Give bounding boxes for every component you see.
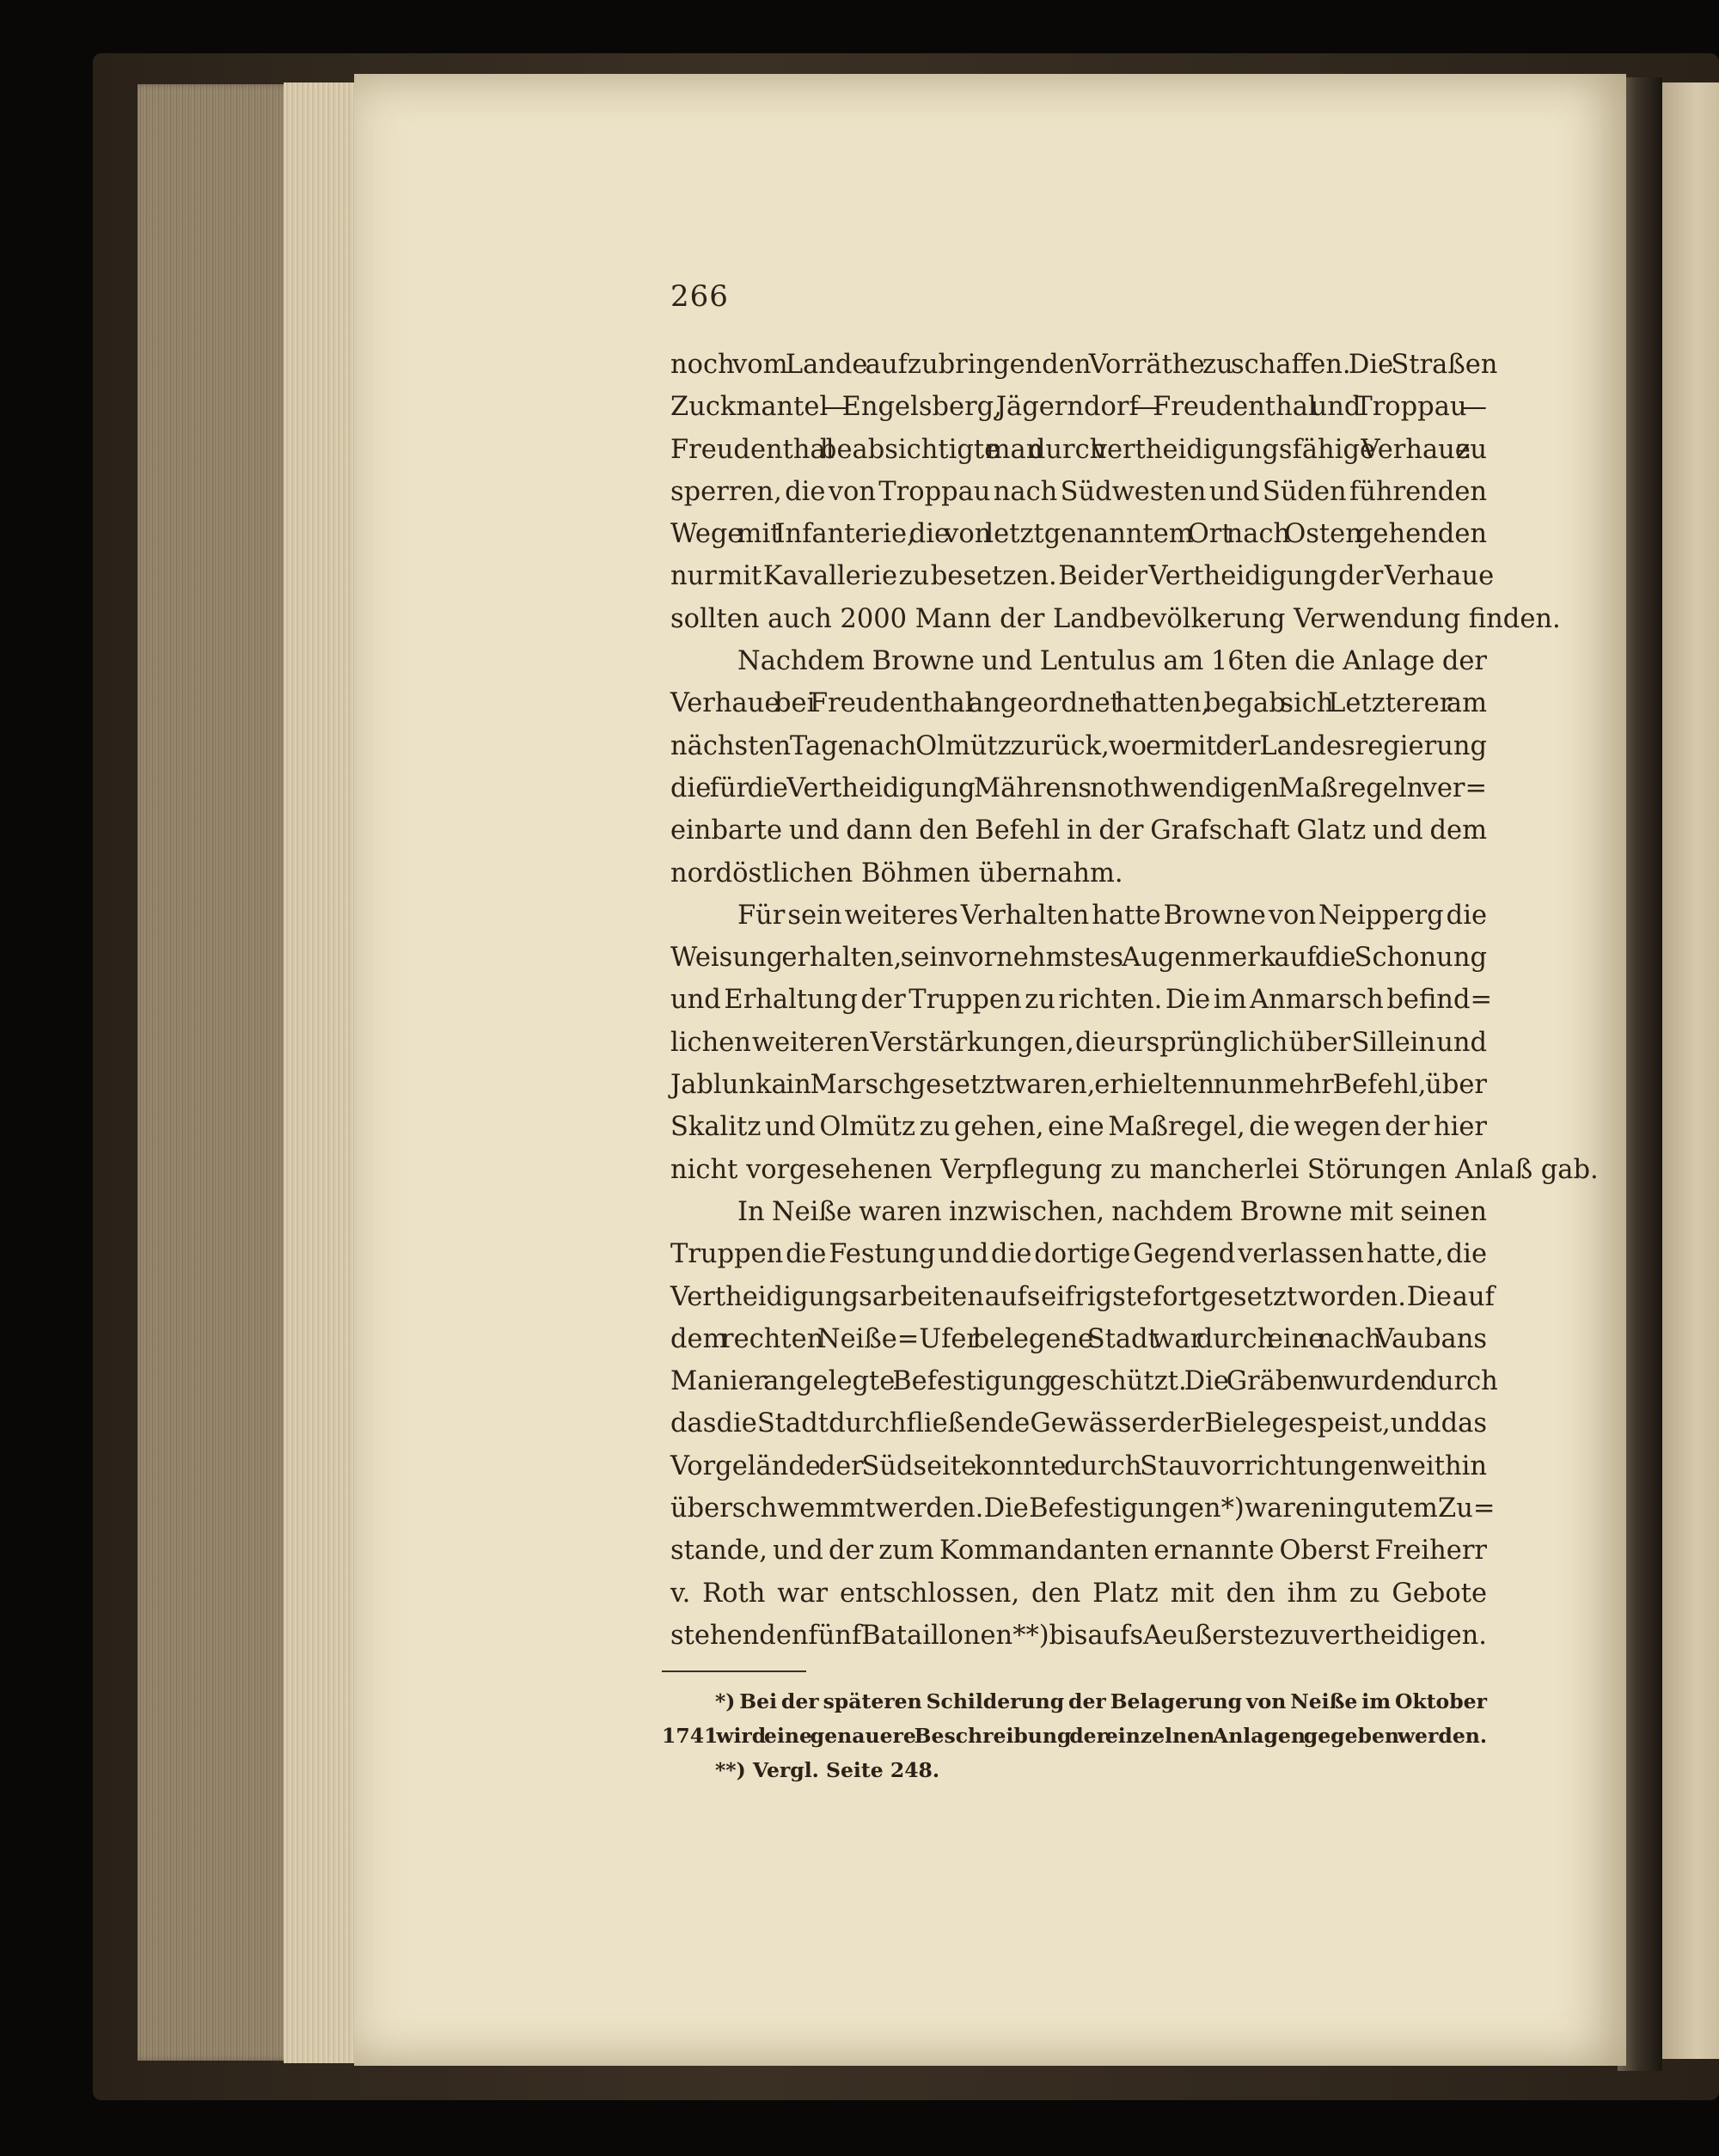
text-line: noch vom Lande aufzubringenden Vorräthe zu schaffen. Die Straßen — [670, 350, 1498, 380]
text-line: die für die Vertheidigung Mährens nothwendigen Maßregeln ver= — [670, 773, 1488, 803]
text-line: Wege mit Infanterie, die von letztgenanntem Ort nach Osten gehenden — [670, 519, 1488, 550]
paragraph — [670, 344, 1561, 640]
text-line: nicht vorgesehenen Verpflegung zu mancherlei Störungen Anlaß gab. — [670, 1154, 1599, 1185]
text-line: sperren, die von Troppau nach Südwesten und Süden führenden — [670, 476, 1488, 507]
text-line: Skalitz und Olmütz zu gehen, eine Maßregel, die wegen der hier — [670, 1112, 1487, 1143]
text-line: Weisung erhalten, sein vornehmstes Augenmerk auf die Schonung — [670, 943, 1487, 974]
text-line: stehenden fünf Bataillonen**) bis aufs Aeußerste zu vertheidigen. — [670, 1620, 1487, 1651]
footnote — [662, 1684, 1487, 1753]
paragraph — [670, 1191, 1498, 1657]
paragraph — [670, 640, 1487, 895]
text-line: Zuckmantel — Engelsberg, Jägerndorf — Freudenthal und Troppau — — [670, 392, 1487, 423]
facing-page-edge — [1662, 82, 1719, 2059]
footnote-divider — [662, 1670, 806, 1672]
body-text — [670, 344, 1599, 1657]
text-line: nur mit Kavallerie zu besetzen. Bei der Vertheidigung der Verhaue — [670, 561, 1495, 592]
text-line: Truppen die Festung und die dortige Gegend verlassen hatte, die — [670, 1239, 1487, 1270]
text-line: sollten auch 2000 Mann der Landbevölkerung Verwendung finden. — [670, 603, 1561, 634]
text-line: Freudenthal beabsichtigte man durch vertheidigungsfähige Verhaue zu — [670, 434, 1488, 465]
text-line: v. Roth war entschlossen, den Platz mit den ihm zu Gebote — [670, 1578, 1487, 1609]
page-edges-light — [284, 82, 361, 2063]
text-line: Jablunka in Marsch gesetzt waren, erhielten nunmehr Befehl, über — [670, 1070, 1488, 1101]
page-number: 266 — [670, 279, 729, 314]
footnotes — [662, 1684, 1487, 1787]
footnote-line: **) Vergl. Seite 248. — [715, 1758, 940, 1782]
text-line: Manier angelegte Befestigung geschützt. Die Gräben wurden durch — [670, 1366, 1498, 1397]
footnote-line: 1741 wird eine genauere Beschreibung der einzelnen Anlagen gegeben werden. — [662, 1724, 1488, 1748]
text-line: und Erhaltung der Truppen zu richten. Die im Anmarsch befind= — [670, 985, 1493, 1016]
text-line: nordöstlichen Böhmen übernahm. — [670, 858, 1123, 889]
footnote — [662, 1753, 1487, 1787]
text-line: überschwemmt werden. Die Befestigungen*) waren in gutem Zu= — [670, 1493, 1496, 1524]
text-line: Vertheidigungsarbeiten aufs eifrigste fortgesetzt worden. Die auf — [670, 1281, 1495, 1312]
text-line: In Neiße waren inzwischen, nachdem Browne mit seinen — [737, 1196, 1487, 1227]
text-line: das die Stadt durchfließende Gewässer der Biele gespeist, und das — [670, 1408, 1487, 1439]
text-line: Nachdem Browne und Lentulus am 16ten die Anlage der — [737, 646, 1488, 677]
paragraph — [670, 895, 1599, 1191]
text-line: stande, und der zum Kommandanten ernannte Oberst Freiherr — [670, 1536, 1488, 1567]
text-line: Verhaue bei Freudenthal angeordnet hatten, begab sich Letzterer am — [670, 688, 1488, 719]
text-line: lichen weiteren Verstärkungen, die ursprünglich über Sillein und — [670, 1027, 1487, 1058]
text-line: Für sein weiteres Verhalten hatte Browne von Neipperg die — [737, 900, 1487, 931]
text-line: nächsten Tage nach Olmütz zurück, wo er mit der Landesregierung — [670, 730, 1488, 761]
footnote-line: *) Bei der späteren Schilderung der Belagerung von Neiße im Oktober — [715, 1689, 1487, 1713]
text-line: Vorgelände der Südseite konnte durch Stauvorrichtungen weithin — [670, 1451, 1488, 1481]
text-line: einbarte und dann den Befehl in der Grafschaft Glatz und dem — [670, 815, 1488, 846]
text-line: dem rechten Neiße=Ufer belegene Stadt war durch eine nach Vaubans — [670, 1323, 1488, 1354]
